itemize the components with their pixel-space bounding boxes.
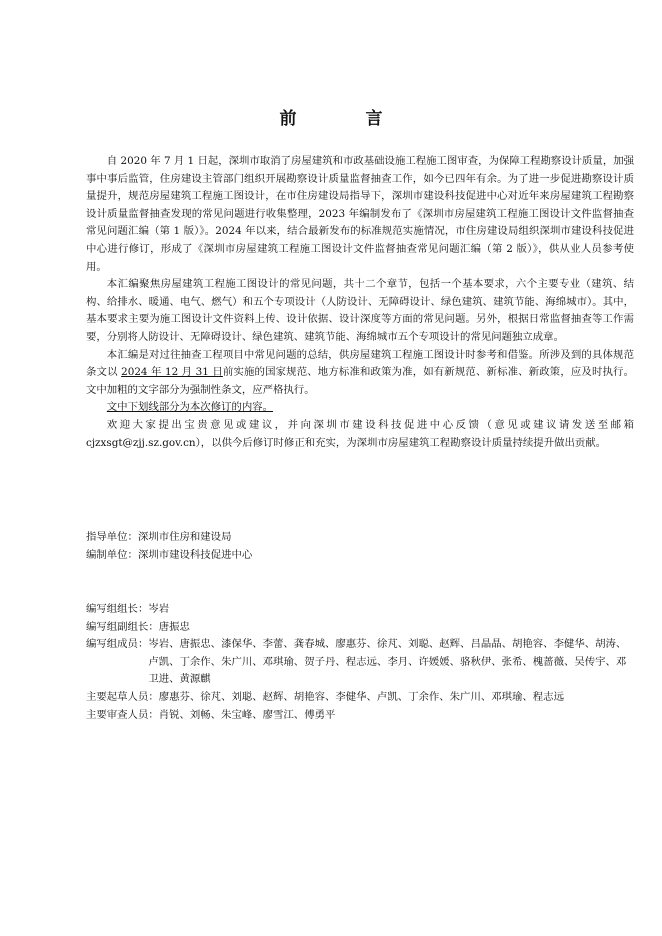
reviewers-label: 主要审查人员： (86, 708, 159, 721)
cutoff-date: 2024 年 12 月 31 日 (121, 366, 223, 379)
guide-unit-value: 深圳市住房和建设局 (137, 531, 232, 543)
organizations (86, 529, 634, 564)
compile-unit-value: 深圳市建设科技促进中心 (137, 548, 253, 561)
drafters-value: 廖惠芬、徐芃、刘聪、赵辉、胡艳容、李健华、卢凯、丁余作、朱广川、邓琪瑜、程志远 (158, 690, 564, 703)
paragraph-scope: 本汇编聚焦房屋建筑工程施工图设计的常见问题，共十二个章节，包括一个基本要求，六个主要专业（建筑、结构、给排水、暖通、电气、燃气）和五个专项设计（人防设计、无障碍设计、绿色建筑、建筑节能、海绵城市）。其中，基本要求主要为施工图设计文件资料上传、设计依据、设计深度等方面的常见问题。另外，根据日常监督抽查等工作需要，分别将人防设计、无障碍设计、绿色建筑、建筑节能、海绵城市五个专项设计的常见问题独立成章。 (86, 278, 634, 343)
members-row (86, 636, 634, 689)
paragraph-revision-note (86, 399, 634, 417)
paragraph-background: 自 2020 年 7 月 1 日起，深圳市取消了房屋建筑和市政基础设施工程施工图审查，为保障工程勘察设计质量，加强事中事后监管，住房建设主管部门组织开展勘察设计质量监督抽查工作，如今已四年有余。为了进一步促进勘察设计质量提升，规范房屋建筑工程施工图设计，在市住房建设局指导下，深圳市建设科技促进中心对近年来房屋建筑工程勘察设计质量监督抽查发现的常见问题进行收集整理，2023 年编制发布了《深圳市房屋建筑工程施工图设计文件监督抽查常见问题汇编（第 1 版）》。2024 年以来，结合最新发布的标准规范实施情况，市住房建设局组织深圳市建设科技促进中心进行修订，形成了《深圳市房屋建筑工程施工图设计文件监督抽查常见问题汇编（第 2 版）》，供从业人员参考使用。 (86, 155, 634, 273)
revision-note-text: 文中下划线部分为本次修订的内容。 (106, 401, 274, 414)
leader-row (86, 601, 634, 619)
reviewers-value: 肖锐、刘畅、朱宝峰、廖雪江、傅勇平 (158, 708, 336, 721)
paragraph-usage (86, 347, 634, 400)
deputy-row (86, 619, 634, 637)
drafters-label: 主要起草人员： (86, 690, 159, 703)
paragraph-feedback: 欢迎大家提出宝贵意见或建议，并向深圳市建设科技促进中心反馈（意见或建议请发送至邮箱 cjzxsgt@zjj.sz.gov.cn），以供今后修订时修正和充实，为深圳市房屋建筑工程勘察设计质量持续提升做出贡献。 (86, 418, 634, 449)
compile-unit-label: 编制单位： (86, 548, 138, 561)
members-value: 岑岩、唐振忠、漆保华、李蕾、龚春城、廖惠芬、徐芃、刘聪、赵辉、吕晶晶、胡艳容、李健华、胡涛、卢凯、丁余作、朱广川、邓琪瑜、贺子丹、程志远、李月、许媛媛、骆秋伊、张希、槐蔷薇、吴传宇、邓卫进、黄源麒 (148, 638, 627, 686)
leader-value: 岑岩 (148, 603, 170, 615)
guide-unit (86, 529, 634, 547)
drafters-row (86, 689, 634, 707)
guide-unit-label: 指导单位： (86, 531, 138, 543)
compile-unit (86, 547, 634, 565)
paragraph-usage-end: 前实施的国家规范、地方标准和政策为准，如有新规范、新标准、新政策，应及时执行。文中加粗的文字部分为强制性条文，应严格执行。 (86, 366, 634, 396)
members-label: 编写组成员： (86, 638, 149, 651)
page-title: 前 言 (279, 109, 409, 129)
preface-body (86, 153, 634, 452)
deputy-value: 唐振忠 (158, 620, 190, 633)
reviewers-row (86, 707, 634, 725)
deputy-label: 编写组副组长： (86, 620, 159, 633)
paragraph-usage-start: 本汇编是对过往抽查工程项目中常见问题的总结，供房屋建筑工程施工图设计时参考和借鉴。所涉及到的具体规范条文以 (86, 348, 634, 379)
editorial-staff (86, 601, 634, 724)
leader-label: 编写组组长： (86, 603, 149, 615)
